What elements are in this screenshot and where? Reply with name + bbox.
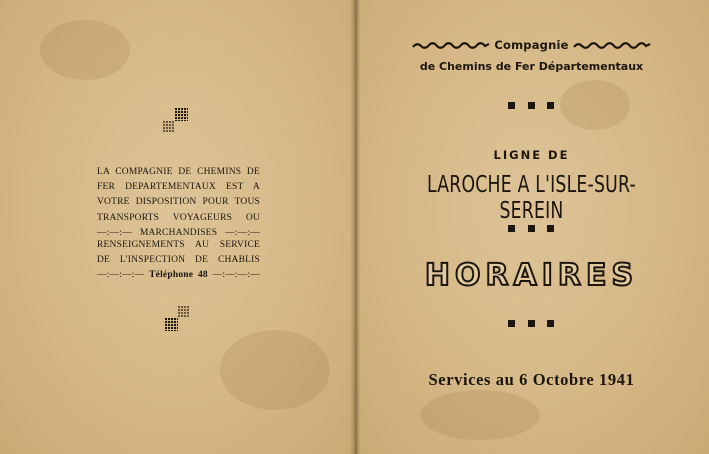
company-name: Compagnie [494, 38, 569, 52]
paper-stain [220, 330, 330, 410]
services-date: Services au 6 Octobre 1941 [428, 370, 635, 389]
telephone-prefix: —:—:—:— [97, 270, 145, 281]
wave-ornament-right [573, 41, 651, 50]
checker-ornament-top-small [163, 121, 174, 132]
notice-line: TRANSPORTS VOYAGEURS OU [97, 212, 260, 223]
telephone-number: Téléphone 48 [149, 270, 208, 281]
telephone-line [97, 268, 260, 283]
checker-ornament-top [175, 108, 188, 121]
telephone-suffix: —:—:—:— [212, 270, 261, 281]
square-divider [508, 225, 554, 233]
services-notice [97, 165, 260, 241]
wave-ornament-left [412, 41, 490, 50]
info-line: RENSEIGNEMENTS AU SERVICE [97, 240, 260, 250]
square-divider [508, 320, 554, 328]
ligne-label: LIGNE DE [493, 148, 570, 162]
info-line: DE L'INSPECTION DE CHABLIS [97, 255, 260, 266]
route-title: LAROCHE A L'ISLE-SUR-SEREIN [427, 172, 636, 224]
notice-line: LA COMPAGNIE DE CHEMINS DE [97, 167, 260, 177]
checker-ornament-bottom-small [178, 306, 189, 317]
main-title: HORAIRES [424, 258, 639, 293]
square-divider [508, 102, 554, 110]
checker-ornament-bottom [165, 318, 178, 331]
notice-line: VOTRE DISPOSITION POUR TOUS [97, 197, 260, 208]
company-subtitle: de Chemins de Fer Départementaux [419, 60, 644, 73]
information-notice [97, 238, 260, 284]
paper-stain [40, 20, 130, 80]
paper-stain [560, 80, 630, 130]
notice-line: FER DEPARTEMENTAUX EST A [97, 182, 260, 193]
company-heading [354, 38, 709, 52]
paper-stain [420, 390, 540, 440]
notice-line: —:—:— MARCHANDISES —:—:— [97, 227, 260, 238]
